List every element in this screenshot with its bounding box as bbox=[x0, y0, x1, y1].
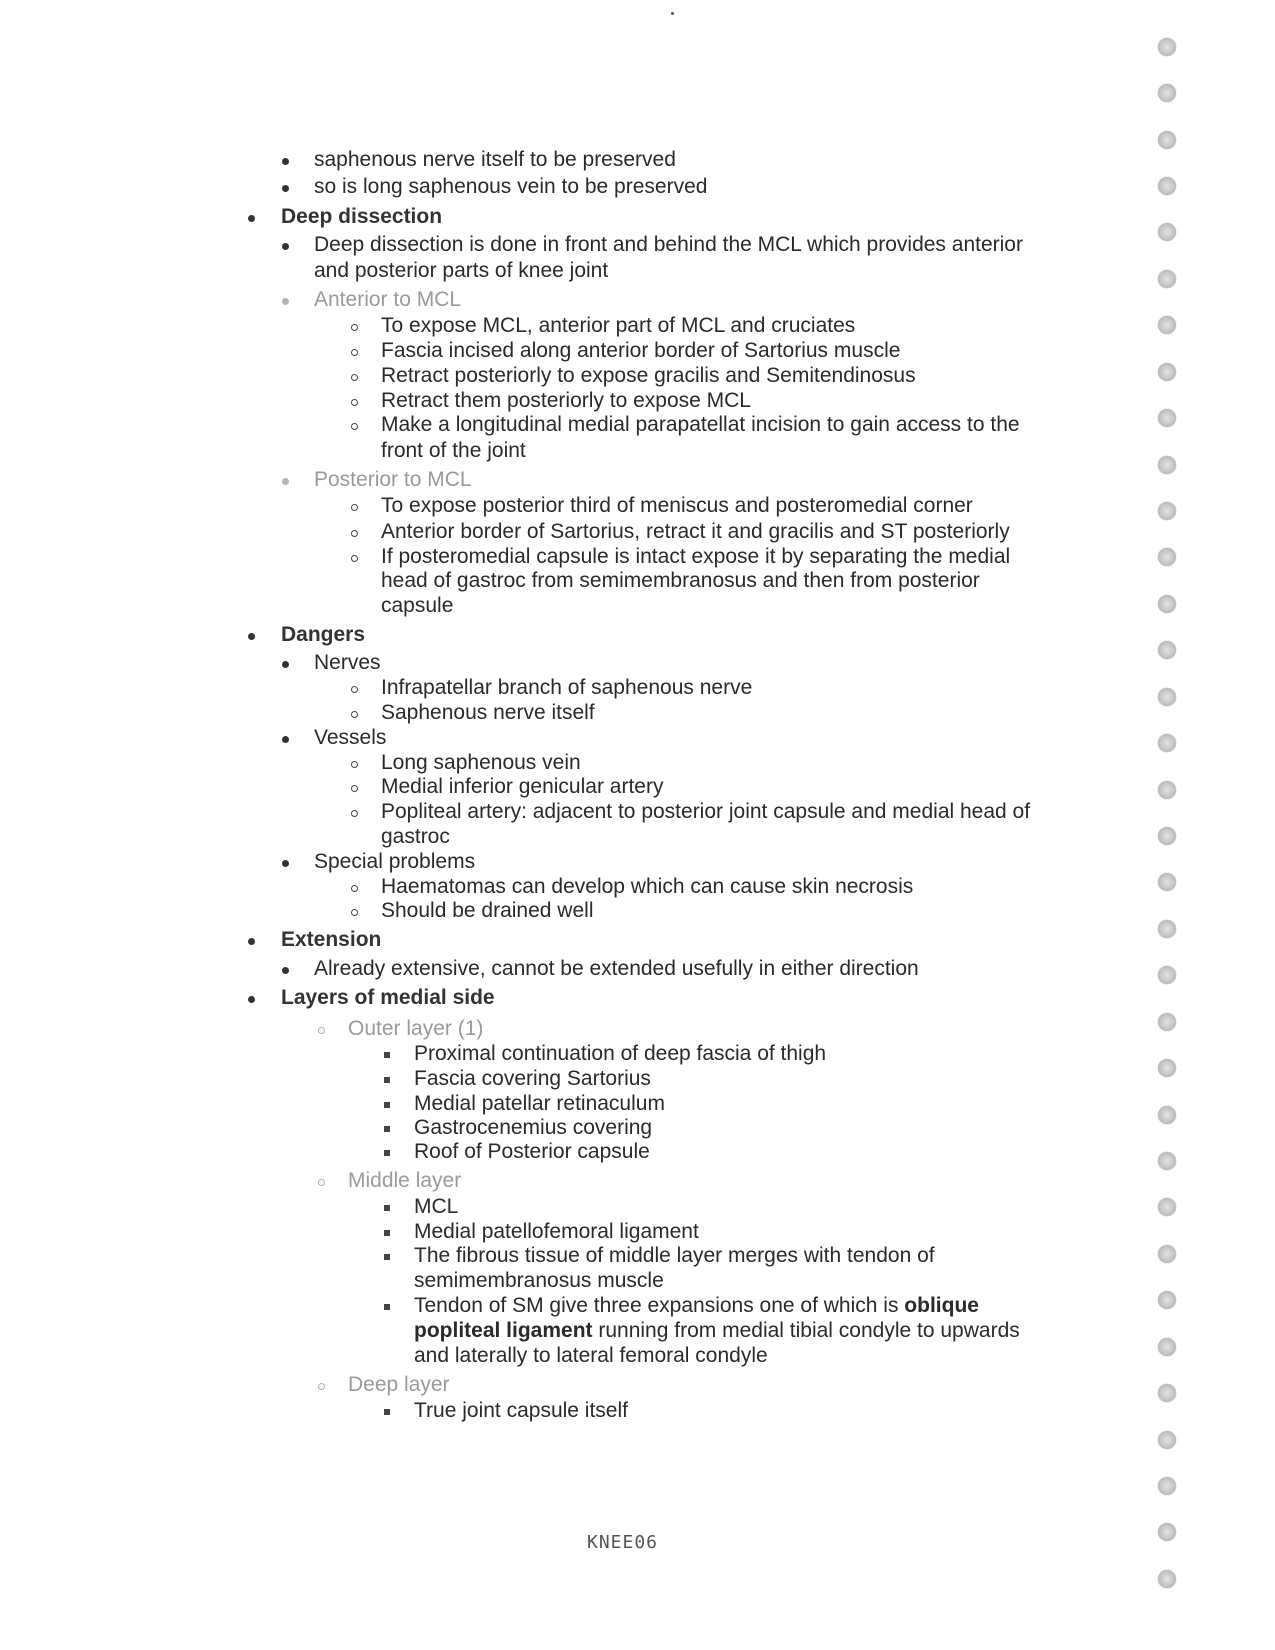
section-heading: Extension bbox=[281, 928, 382, 951]
binder-hole bbox=[1158, 1013, 1176, 1031]
bullet bbox=[351, 751, 358, 777]
list-item: The fibrous tissue of middle layer merges with tendon of bbox=[414, 1244, 935, 1267]
binder-hole bbox=[1158, 781, 1176, 799]
list-item: Proximal continuation of deep fascia of thigh bbox=[414, 1042, 827, 1065]
bullet bbox=[384, 1220, 390, 1246]
list-item: True joint capsule itself bbox=[414, 1399, 628, 1422]
binder-hole bbox=[1158, 1477, 1176, 1495]
list-item: Fascia covering Sartorius bbox=[414, 1067, 651, 1090]
list-item: Should be drained well bbox=[381, 899, 594, 922]
list-item: MCL bbox=[414, 1195, 459, 1218]
bullet bbox=[248, 623, 255, 649]
list-item: Retract them posteriorly to expose MCL bbox=[381, 389, 751, 412]
bold-text-run: popliteal ligament bbox=[414, 1319, 593, 1342]
list-item: Retract posteriorly to expose gracilis and Semitendinosus bbox=[381, 364, 916, 387]
binder-hole bbox=[1158, 1523, 1176, 1541]
bullet bbox=[351, 545, 358, 571]
bullet bbox=[384, 1399, 390, 1425]
binder-hole bbox=[1158, 548, 1176, 566]
binder-hole bbox=[1158, 873, 1176, 891]
subsection-label: Anterior to MCL bbox=[314, 288, 462, 311]
bullet bbox=[282, 468, 289, 494]
bullet bbox=[351, 339, 358, 365]
bullet bbox=[282, 233, 289, 259]
list-item: Gastrocenemius covering bbox=[414, 1116, 653, 1139]
text-run: Tendon of SM give three expansions one of which is bbox=[414, 1294, 905, 1317]
list-item: Deep dissection is done in front and behind the MCL which provides anterior bbox=[314, 233, 1023, 256]
list-item-continuation: semimembranosus muscle bbox=[414, 1269, 664, 1292]
binder-hole bbox=[1158, 920, 1176, 938]
text-run: running from medial tibial condyle to upwards bbox=[592, 1319, 1020, 1342]
list-item: Medial patellofemoral ligament bbox=[414, 1220, 699, 1243]
binder-hole bbox=[1158, 502, 1176, 520]
bullet bbox=[384, 1140, 390, 1166]
bullet bbox=[351, 676, 358, 702]
list-item: saphenous nerve itself to be preserved bbox=[314, 148, 676, 171]
bullet bbox=[282, 726, 289, 752]
bullet bbox=[282, 957, 289, 983]
bullet bbox=[282, 850, 289, 876]
binder-hole bbox=[1158, 409, 1176, 427]
page-footer: KNEE06 bbox=[587, 1532, 659, 1553]
bullet bbox=[351, 775, 358, 801]
list-item-continuation: front of the joint bbox=[381, 439, 526, 462]
binder-hole bbox=[1158, 177, 1176, 195]
bullet bbox=[351, 520, 358, 546]
bullet bbox=[318, 1017, 325, 1043]
list-item: Special problems bbox=[314, 850, 476, 873]
list-item: Haematomas can develop which can cause skin necrosis bbox=[381, 875, 914, 898]
list-item-continuation: and laterally to lateral femoral condyle bbox=[414, 1344, 768, 1367]
bullet bbox=[318, 1373, 325, 1399]
list-item: Fascia incised along anterior border of Sartorius muscle bbox=[381, 339, 901, 362]
section-heading: Deep dissection bbox=[281, 205, 443, 228]
list-item: Medial patellar retinaculum bbox=[414, 1092, 665, 1115]
bullet bbox=[384, 1294, 390, 1320]
binder-hole bbox=[1158, 1570, 1176, 1588]
list-item: Vessels bbox=[314, 726, 387, 749]
binder-hole bbox=[1158, 641, 1176, 659]
subsection-label: Deep layer bbox=[348, 1373, 450, 1396]
list-item-continuation: and posterior parts of knee joint bbox=[314, 259, 609, 282]
list-item: Long saphenous vein bbox=[381, 751, 581, 774]
binder-hole bbox=[1158, 1384, 1176, 1402]
list-item bbox=[414, 1293, 979, 1319]
list-item: If posteromedial capsule is intact expose it by separating the medial bbox=[381, 545, 1011, 568]
scan-speck bbox=[671, 12, 674, 15]
binder-hole bbox=[1158, 1338, 1176, 1356]
list-item: Roof of Posterior capsule bbox=[414, 1140, 650, 1163]
list-item: Already extensive, cannot be extended usefully in either direction bbox=[314, 957, 919, 980]
bullet bbox=[351, 875, 358, 901]
bullet bbox=[248, 986, 255, 1012]
bullet bbox=[384, 1244, 390, 1270]
subsection-label: Outer layer (1) bbox=[348, 1017, 484, 1040]
bullet bbox=[351, 364, 358, 390]
bullet bbox=[351, 314, 358, 340]
binder-hole bbox=[1158, 456, 1176, 474]
list-item: Infrapatellar branch of saphenous nerve bbox=[381, 676, 753, 699]
bullet bbox=[248, 205, 255, 231]
bullet bbox=[384, 1042, 390, 1068]
list-item: To expose posterior third of meniscus and posteromedial corner bbox=[381, 494, 973, 517]
binder-hole bbox=[1158, 131, 1176, 149]
list-item: Popliteal artery: adjacent to posterior joint capsule and medial head of bbox=[381, 800, 1031, 823]
bullet bbox=[384, 1092, 390, 1118]
binder-hole bbox=[1158, 966, 1176, 984]
binder-hole bbox=[1158, 1245, 1176, 1263]
bullet bbox=[282, 175, 289, 201]
binder-hole bbox=[1158, 1431, 1176, 1449]
list-item-continuation: capsule bbox=[381, 594, 454, 617]
bullet bbox=[384, 1067, 390, 1093]
bullet bbox=[282, 288, 289, 314]
binder-hole bbox=[1158, 38, 1176, 56]
binder-hole bbox=[1158, 1152, 1176, 1170]
binder-hole bbox=[1158, 363, 1176, 381]
list-item: Medial inferior genicular artery bbox=[381, 775, 664, 798]
list-item: Anterior border of Sartorius, retract it and gracilis and ST posteriorly bbox=[381, 520, 1010, 543]
binder-hole bbox=[1158, 1291, 1176, 1309]
bullet bbox=[282, 651, 289, 677]
list-item: so is long saphenous vein to be preserved bbox=[314, 175, 708, 198]
bullet bbox=[318, 1169, 325, 1195]
list-item: Saphenous nerve itself bbox=[381, 701, 595, 724]
list-item: Nerves bbox=[314, 651, 381, 674]
list-item-continuation bbox=[414, 1318, 1020, 1344]
binder-hole bbox=[1158, 1059, 1176, 1077]
bullet bbox=[351, 800, 358, 826]
binder-hole bbox=[1158, 1106, 1176, 1124]
section-heading: Layers of medial side bbox=[281, 986, 495, 1009]
binder-hole bbox=[1158, 223, 1176, 241]
bullet bbox=[351, 701, 358, 727]
binder-hole bbox=[1158, 688, 1176, 706]
list-item: To expose MCL, anterior part of MCL and cruciates bbox=[381, 314, 856, 337]
binder-hole bbox=[1158, 595, 1176, 613]
bold-text-run: oblique bbox=[904, 1294, 979, 1317]
bullet bbox=[351, 389, 358, 415]
bullet bbox=[384, 1195, 390, 1221]
bullet bbox=[351, 494, 358, 520]
binder-hole bbox=[1158, 84, 1176, 102]
binder-hole bbox=[1158, 827, 1176, 845]
bullet bbox=[248, 928, 255, 954]
bullet bbox=[351, 413, 358, 439]
bullet bbox=[351, 899, 358, 925]
bullet bbox=[282, 148, 289, 174]
binder-hole bbox=[1158, 316, 1176, 334]
list-item: Make a longitudinal medial parapatellat incision to gain access to the bbox=[381, 413, 1020, 436]
binder-hole bbox=[1158, 1198, 1176, 1216]
list-item-continuation: head of gastroc from semimembranosus and then from posterior bbox=[381, 569, 980, 592]
section-heading: Dangers bbox=[281, 623, 366, 646]
list-item-continuation: gastroc bbox=[381, 825, 450, 848]
binder-hole bbox=[1158, 270, 1176, 288]
subsection-label: Posterior to MCL bbox=[314, 468, 472, 491]
subsection-label: Middle layer bbox=[348, 1169, 462, 1192]
binder-hole bbox=[1158, 734, 1176, 752]
bullet bbox=[384, 1116, 390, 1142]
